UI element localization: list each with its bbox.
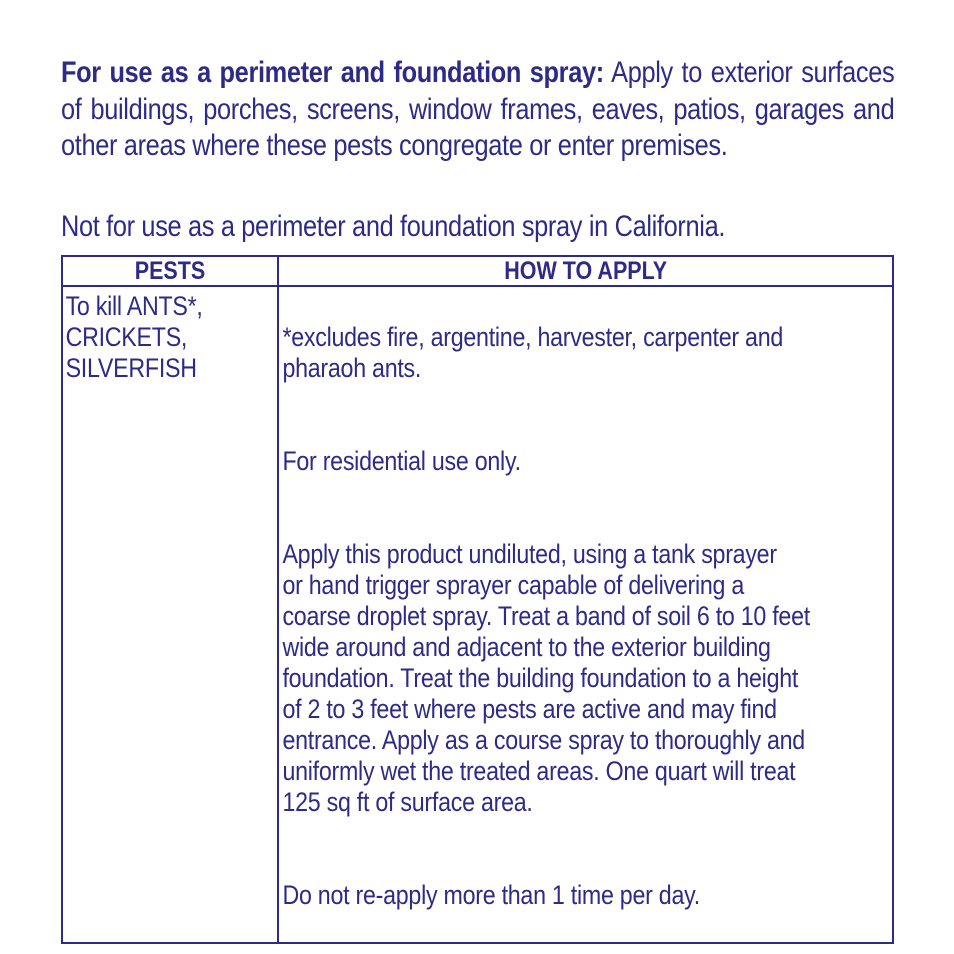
table-header-row (62, 256, 893, 286)
perimeter-spray-heading: For use as a perimeter and foundation spray: (61, 56, 604, 89)
perimeter-spray-text: Apply to exterior surfaces of buildings, porches, screens, window frames, eaves, patios, garages and other areas where these pests congregate or enter premises. (61, 56, 895, 162)
how-to-apply-column-header: HOW TO APPLY (278, 256, 893, 286)
directions-table (61, 255, 894, 944)
residential-use-note: For residential use only. (282, 446, 521, 476)
application-instructions (279, 287, 884, 942)
how-to-apply-cell (278, 286, 893, 943)
application-method: Apply this product undiluted, using a tank sprayer or hand trigger sprayer capable of delivering a coarse droplet spray. Treat a band of soil 6 to 10 feet wide around and adjacent to the exterior building foundation. Treat the building foundation to a height of 2 to 3 feet where pests are active and may find entrance. Apply as a course spray to thoroughly and uniformly wet the treated areas. One quart will treat 125 sq ft of surface area. (282, 539, 810, 817)
pests-cell (62, 286, 278, 943)
pests-column-header: PESTS (62, 256, 278, 286)
reapplication-limit: Do not re-apply more than 1 time per day. (282, 880, 700, 910)
excluded-ants-note: *excludes fire, argentine, harvester, carpenter and pharaoh ants. (282, 322, 784, 383)
california-restriction-notice: Not for use as a perimeter and foundation spray in California. (61, 210, 726, 243)
table-row (62, 286, 893, 943)
target-pests: To kill ANTS*, CRICKETS, SILVERFISH (65, 291, 203, 383)
perimeter-spray-instructions (61, 55, 894, 165)
